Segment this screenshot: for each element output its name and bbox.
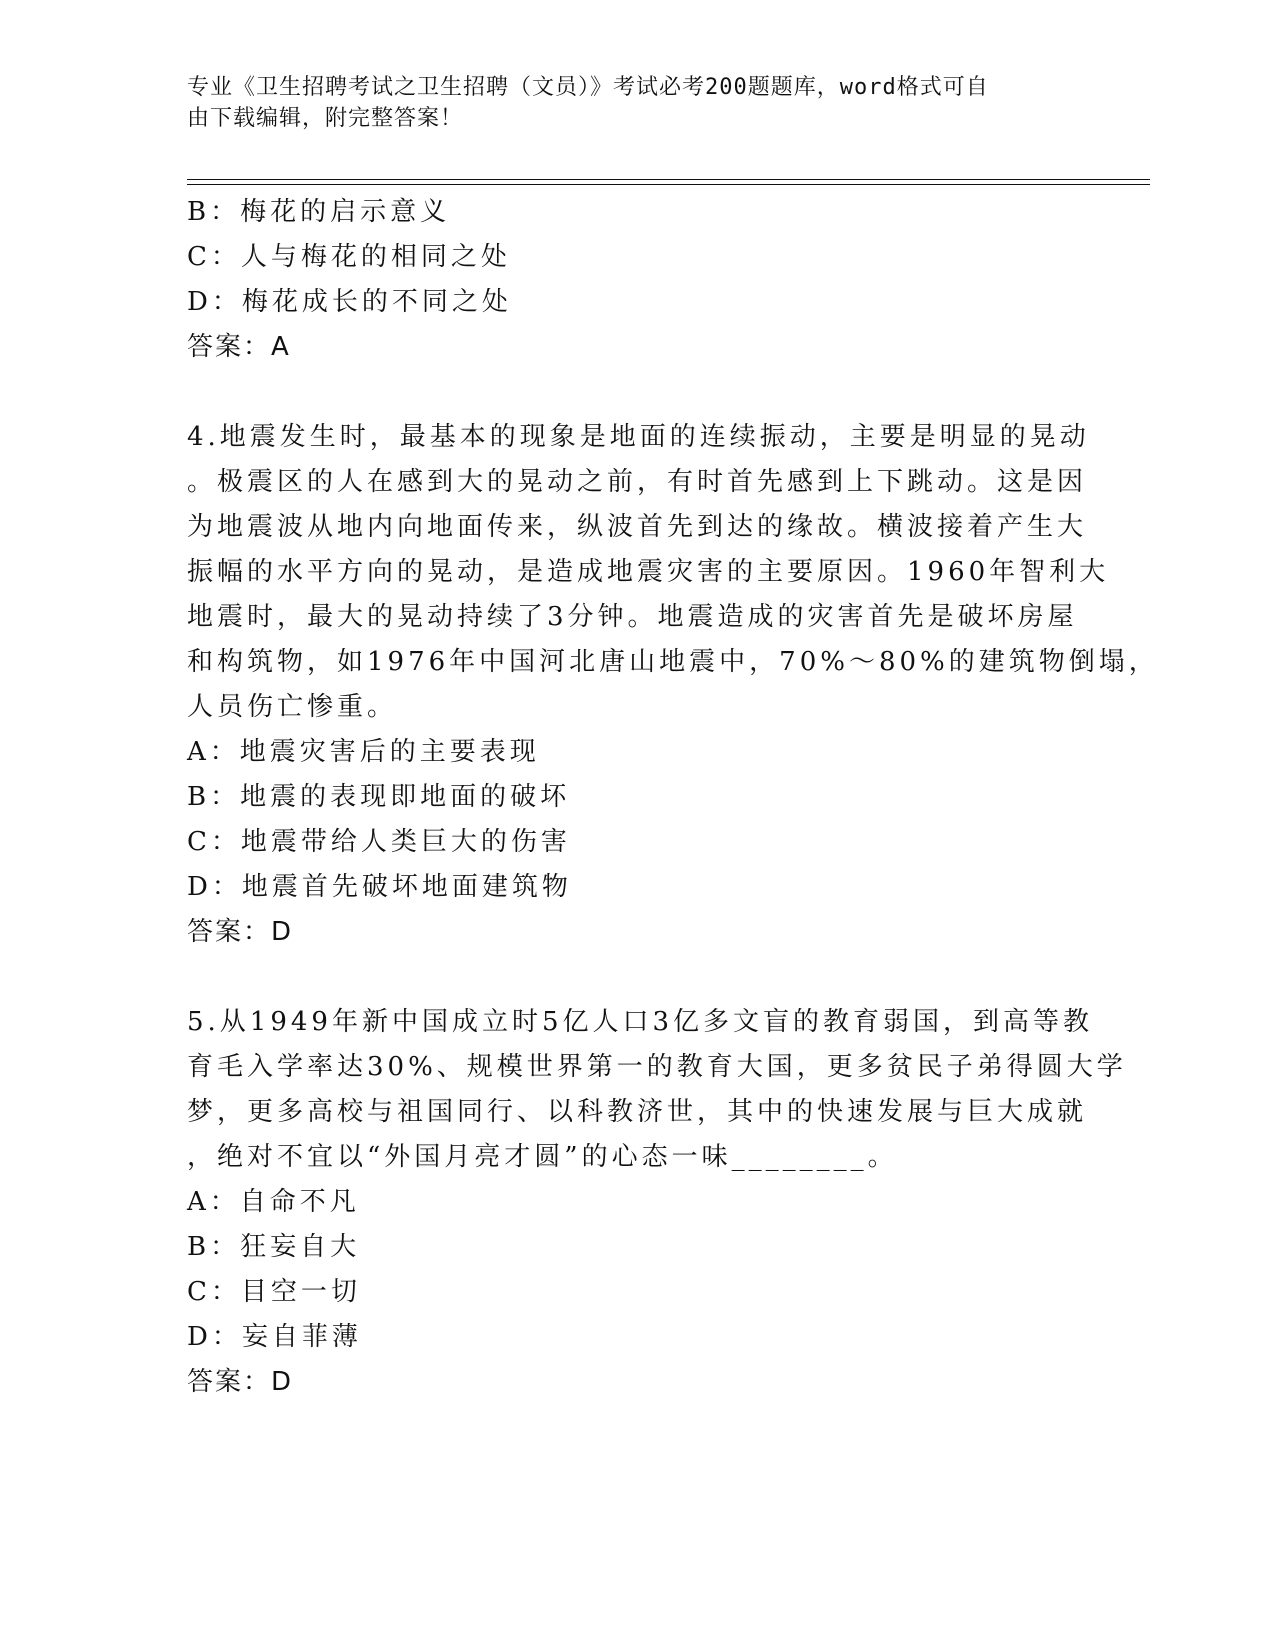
option-c: C：目空一切 [187,1277,361,1307]
question-3-answer: 答案：A [187,332,291,362]
header-line-2: 由下载编辑，附完整答案！ [187,106,464,131]
option-a: A：地震灾害后的主要表现 [187,737,540,767]
question-line: 梦，更多高校与祖国同行、以科教济世，其中的快速发展与巨大成就 [187,1097,1088,1127]
question-line: 振幅的水平方向的晃动，是造成地震灾害的主要原因。1960年智利大 [187,557,1110,587]
question-5-options [187,1180,1087,1360]
option-d: D：妄自菲薄 [187,1322,362,1352]
option-d: D：梅花成长的不同之处 [187,287,512,317]
option-c: C：人与梅花的相同之处 [187,242,511,272]
document-body [187,190,1159,1405]
header-rule-bottom [187,184,1150,185]
option-b: B：梅花的启示意义 [187,197,451,227]
option-b: B：狂妄自大 [187,1232,361,1262]
question-line: ，绝对不宜以“外国月亮才圆”的心态一味________。 [187,1142,898,1172]
document-header [187,72,1067,134]
question-5-stem [187,1000,1127,1180]
question-line: 育毛入学率达30%、规模世界第一的教育大国，更多贫民子弟得圆大学 [187,1052,1127,1082]
question-4-options [187,730,1087,910]
question-line: 地震时，最大的晃动持续了3分钟。地震造成的灾害首先是破坏房屋 [187,602,1078,632]
spacer [187,955,1087,1000]
header-rule-top [187,179,1150,180]
header-line-1: 专业《卫生招聘考试之卫生招聘（文员）》考试必考200题题库，word格式可自 [187,75,989,100]
question-line: 为地震波从地内向地面传来，纵波首先到达的缘故。横波接着产生大 [187,512,1088,542]
question-5-answer: 答案：D [187,1367,294,1397]
question-line: 5.从1949年新中国成立时5亿人口3亿多文盲的教育弱国，到高等教 [187,1007,1094,1037]
option-a: A：自命不凡 [187,1187,360,1217]
option-c: C：地震带给人类巨大的伤害 [187,827,571,857]
question-line: 。极震区的人在感到大的晃动之前，有时首先感到上下跳动。这是因 [187,467,1088,497]
question-4-stem [187,415,1159,730]
question-3-options [187,190,1087,325]
question-line: 人员伤亡惨重。 [187,692,398,722]
spacer [187,370,1087,415]
question-4-answer: 答案：D [187,917,294,947]
option-b: B：地震的表现即地面的破坏 [187,782,571,812]
question-line: 和构筑物，如1976年中国河北唐山地震中，70%～80%的建筑物倒塌， [187,647,1159,677]
question-line: 4.地震发生时，最基本的现象是地面的连续振动，主要是明显的晃动 [187,422,1090,452]
option-d: D：地震首先破坏地面建筑物 [187,872,572,902]
